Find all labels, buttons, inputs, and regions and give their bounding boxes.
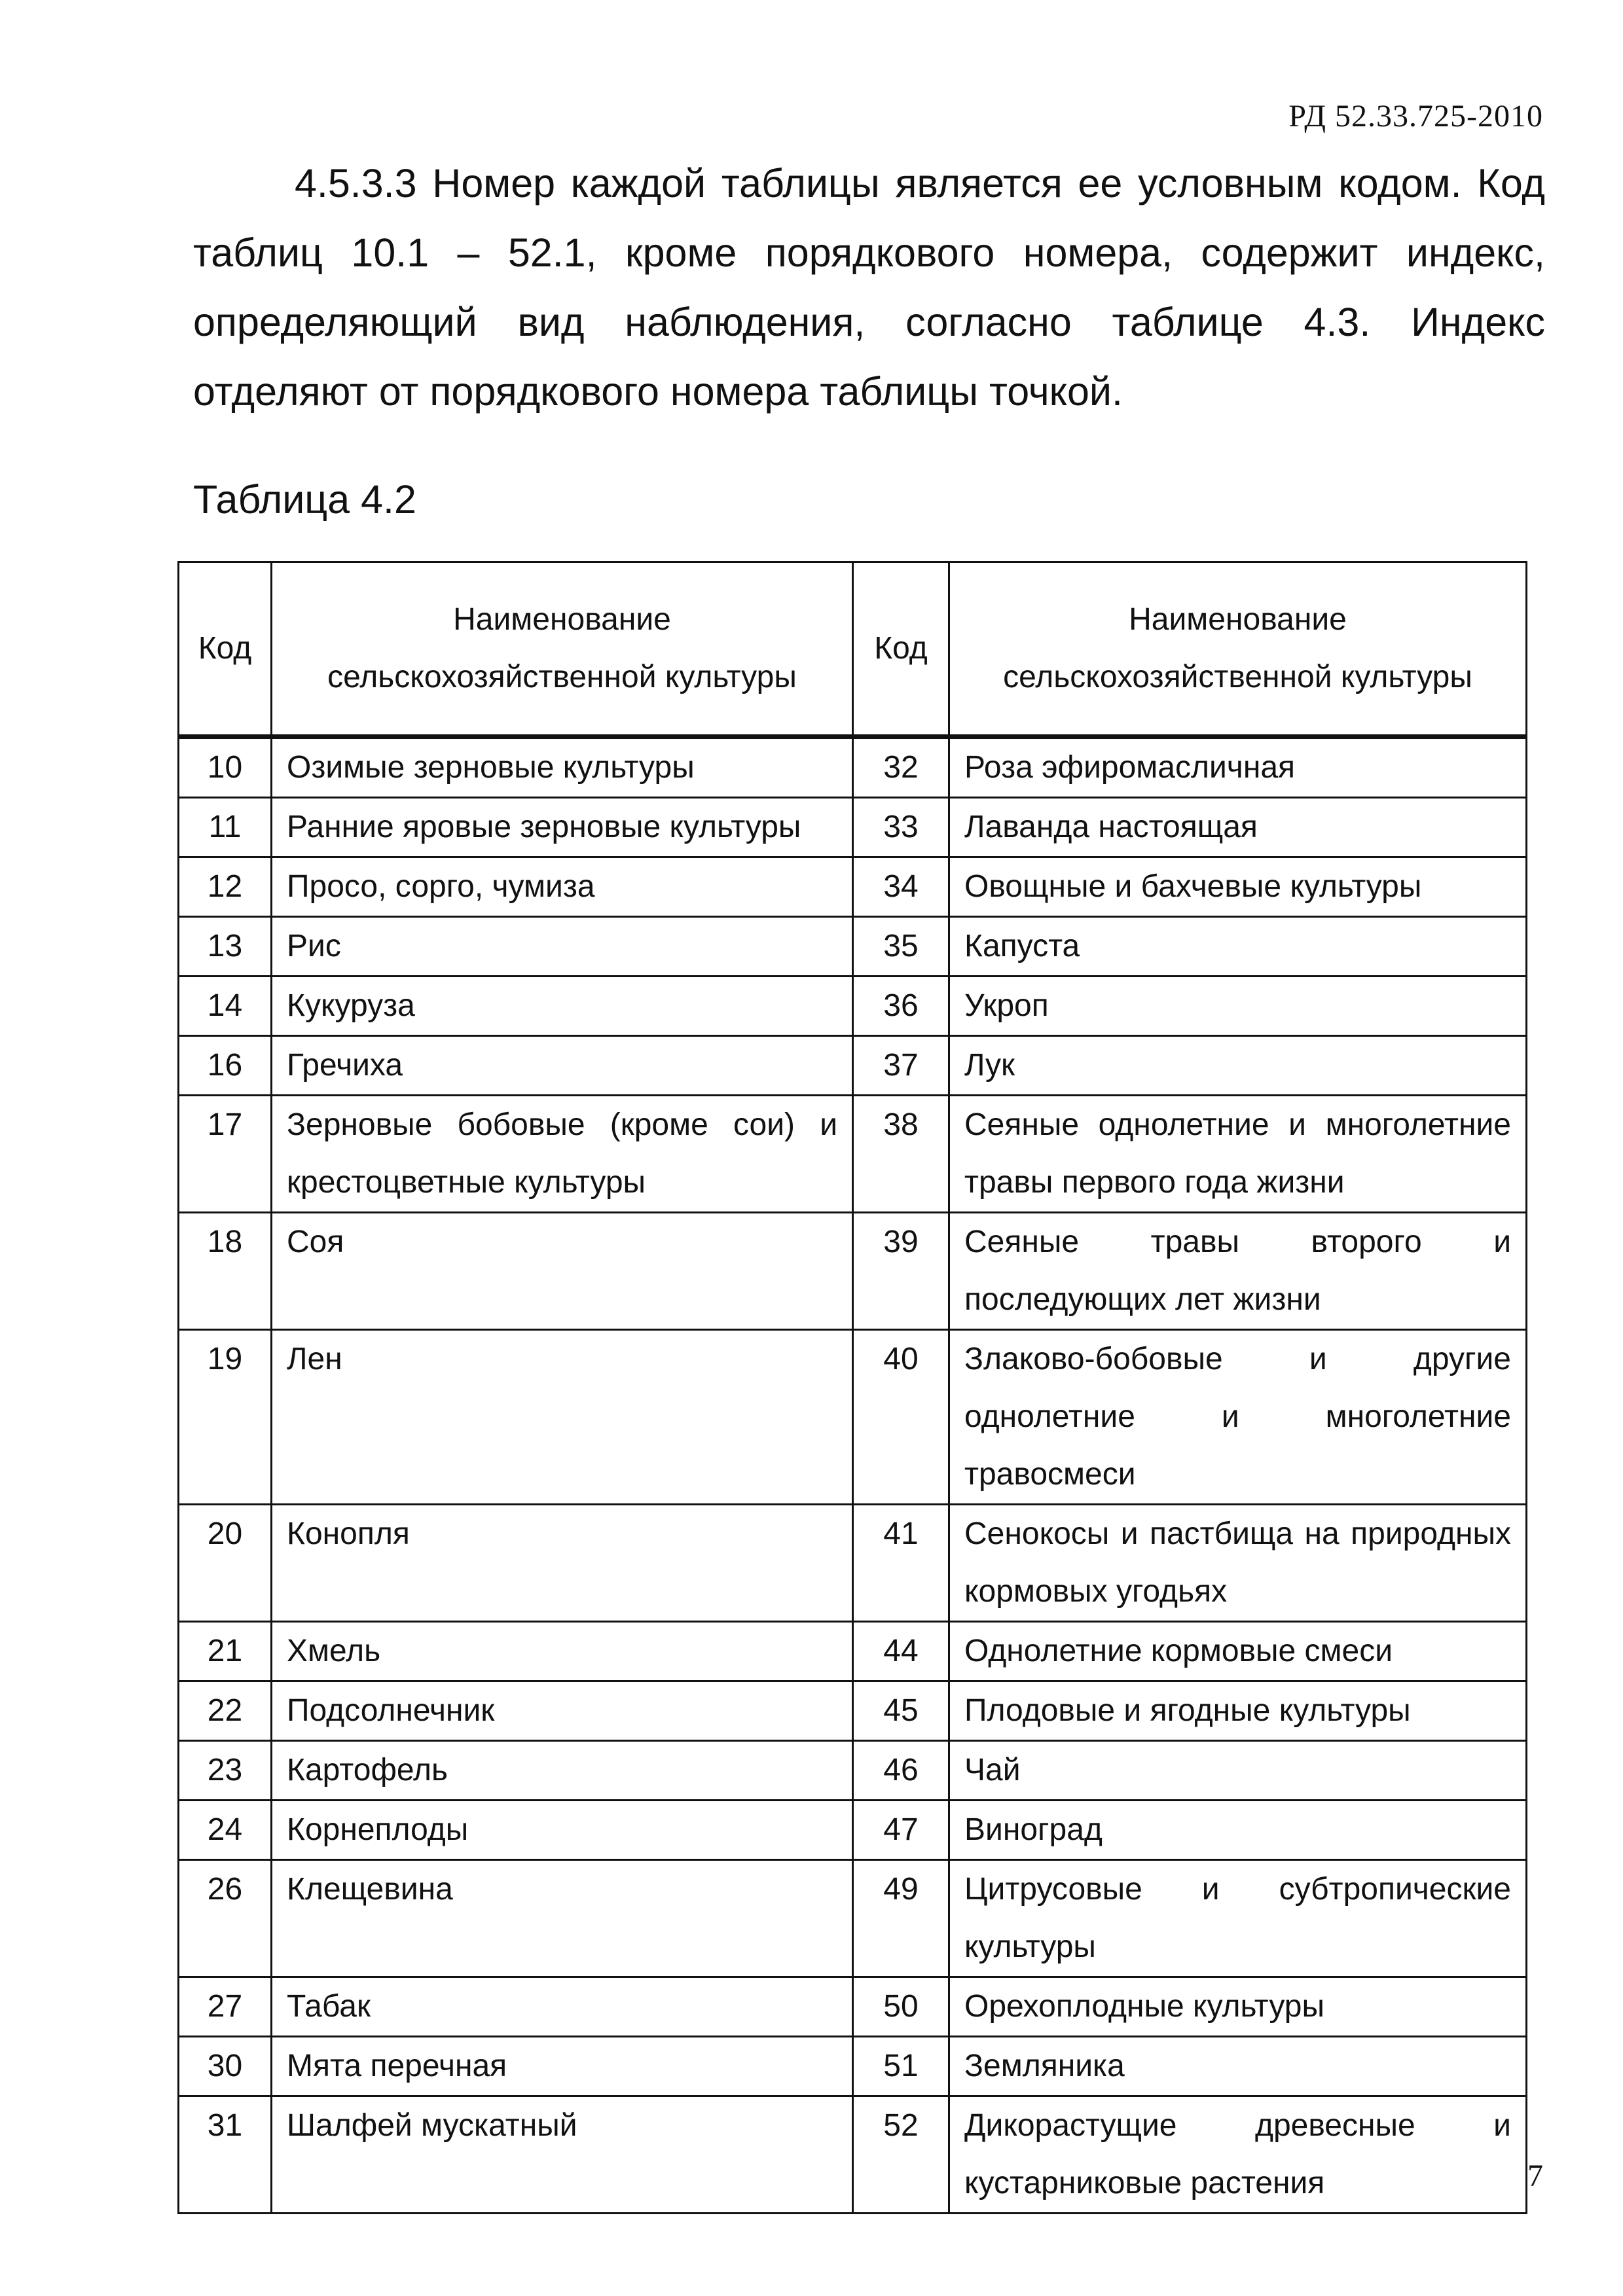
table-row — [179, 857, 1527, 917]
code-right-cell: 47 — [853, 1801, 949, 1860]
table-row — [179, 1096, 1527, 1213]
table-row — [179, 1801, 1527, 1860]
code-right-cell: 50 — [853, 1977, 949, 2037]
code-right-cell: 33 — [853, 798, 949, 857]
name-right-cell: Злаково-бобовые и другие однолетние и многолетние травосмеси — [949, 1330, 1527, 1505]
name-right-cell: Укроп — [949, 977, 1527, 1036]
code-left-cell: 22 — [179, 1681, 272, 1741]
name-left-cell: Зерновые бобовые (кроме сои) и крестоцветные культуры — [272, 1096, 853, 1213]
page-number: 7 — [1527, 2159, 1543, 2193]
name-right-cell: Лук — [949, 1036, 1527, 1096]
table-row — [179, 1505, 1527, 1622]
code-right-cell: 49 — [853, 1860, 949, 1977]
name-left-cell: Корнеплоды — [272, 1801, 853, 1860]
code-left-cell: 31 — [179, 2096, 272, 2214]
name-right-cell: Цитрусовые и субтропические культуры — [949, 1860, 1527, 1977]
code-right-cell: 44 — [853, 1622, 949, 1681]
code-right-cell: 45 — [853, 1681, 949, 1741]
code-left-cell: 30 — [179, 2037, 272, 2096]
name-left-cell: Кукуруза — [272, 977, 853, 1036]
name-left-cell: Соя — [272, 1213, 853, 1330]
code-left-cell: 11 — [179, 798, 272, 857]
name-left-cell: Озимые зерновые культуры — [272, 737, 853, 798]
table-row — [179, 1741, 1527, 1801]
name-right-cell: Однолетние кормовые смеси — [949, 1622, 1527, 1681]
code-right-cell: 41 — [853, 1505, 949, 1622]
name-left-cell: Лен — [272, 1330, 853, 1505]
name-left-cell: Табак — [272, 1977, 853, 2037]
code-left-cell: 19 — [179, 1330, 272, 1505]
code-right-cell: 36 — [853, 977, 949, 1036]
code-left-cell: 23 — [179, 1741, 272, 1801]
name-left-cell: Подсолнечник — [272, 1681, 853, 1741]
header-name-right: Наименование сельскохозяйственной культуры — [949, 562, 1527, 737]
name-left-cell: Конопля — [272, 1505, 853, 1622]
name-right-cell: Земляника — [949, 2037, 1527, 2096]
code-left-cell: 14 — [179, 977, 272, 1036]
code-left-cell: 20 — [179, 1505, 272, 1622]
table-row — [179, 1036, 1527, 1096]
name-left-cell: Клещевина — [272, 1860, 853, 1977]
name-right-cell: Чай — [949, 1741, 1527, 1801]
name-left-cell: Гречиха — [272, 1036, 853, 1096]
code-left-cell: 21 — [179, 1622, 272, 1681]
document-code: РД 52.33.725-2010 — [1288, 99, 1543, 134]
name-right-cell: Сеяные однолетние и многолетние травы первого года жизни — [949, 1096, 1527, 1213]
crop-codes-table — [177, 561, 1527, 2214]
code-left-cell: 26 — [179, 1860, 272, 1977]
table-row — [179, 1330, 1527, 1505]
name-left-cell: Рис — [272, 917, 853, 977]
table-row — [179, 1860, 1527, 1977]
table-body — [179, 737, 1527, 2214]
name-left-cell: Просо, сорго, чумиза — [272, 857, 853, 917]
name-right-cell: Виноград — [949, 1801, 1527, 1860]
code-right-cell: 32 — [853, 737, 949, 798]
code-left-cell: 27 — [179, 1977, 272, 2037]
code-left-cell: 16 — [179, 1036, 272, 1096]
code-left-cell: 18 — [179, 1213, 272, 1330]
table-row — [179, 1213, 1527, 1330]
code-right-cell: 35 — [853, 917, 949, 977]
table-header-row — [179, 562, 1527, 737]
header-name-left: Наименование сельскохозяйственной культуры — [272, 562, 853, 737]
name-right-cell: Сенокосы и пастбища на природных кормовых угодьях — [949, 1505, 1527, 1622]
code-left-cell: 10 — [179, 737, 272, 798]
name-left-cell: Картофель — [272, 1741, 853, 1801]
name-right-cell: Плодовые и ягодные культуры — [949, 1681, 1527, 1741]
code-right-cell: 52 — [853, 2096, 949, 2214]
code-left-cell: 17 — [179, 1096, 272, 1213]
table-row — [179, 798, 1527, 857]
name-left-cell: Хмель — [272, 1622, 853, 1681]
table-row — [179, 1622, 1527, 1681]
code-right-cell: 34 — [853, 857, 949, 917]
section-paragraph: 4.5.3.3 Номер каждой таблицы является ее условным кодом. Код таблиц 10.1 – 52.1, кроме порядкового номера, содержит индекс, определяющий вид наблюдения, согласно таблице 4.3. Индекс отделяют от порядкового номера таблицы точкой. — [193, 161, 1545, 414]
name-left-cell: Ранние яровые зерновые культуры — [272, 798, 853, 857]
header-code-right: Код — [853, 562, 949, 737]
code-right-cell: 46 — [853, 1741, 949, 1801]
name-right-cell: Дикорастущие древесные и кустарниковые растения — [949, 2096, 1527, 2214]
code-right-cell: 38 — [853, 1096, 949, 1213]
code-right-cell: 39 — [853, 1213, 949, 1330]
name-left-cell: Мята перечная — [272, 2037, 853, 2096]
code-right-cell: 37 — [853, 1036, 949, 1096]
table-row — [179, 1977, 1527, 2037]
name-right-cell: Лаванда настоящая — [949, 798, 1527, 857]
code-left-cell: 24 — [179, 1801, 272, 1860]
table-row — [179, 2096, 1527, 2214]
code-right-cell: 40 — [853, 1330, 949, 1505]
code-left-cell: 13 — [179, 917, 272, 977]
name-right-cell: Капуста — [949, 917, 1527, 977]
table-row — [179, 977, 1527, 1036]
table-row — [179, 2037, 1527, 2096]
name-right-cell: Овощные и бахчевые культуры — [949, 857, 1527, 917]
name-left-cell: Шалфей мускатный — [272, 2096, 853, 2214]
code-left-cell: 12 — [179, 857, 272, 917]
table-row — [179, 1681, 1527, 1741]
table-caption: Таблица 4.2 — [193, 477, 416, 522]
name-right-cell: Сеяные травы второго и последующих лет жизни — [949, 1213, 1527, 1330]
header-code-left: Код — [179, 562, 272, 737]
name-right-cell: Орехоплодные культуры — [949, 1977, 1527, 2037]
table-row — [179, 737, 1527, 798]
code-right-cell: 51 — [853, 2037, 949, 2096]
name-right-cell: Роза эфиромасличная — [949, 737, 1527, 798]
table-row — [179, 917, 1527, 977]
